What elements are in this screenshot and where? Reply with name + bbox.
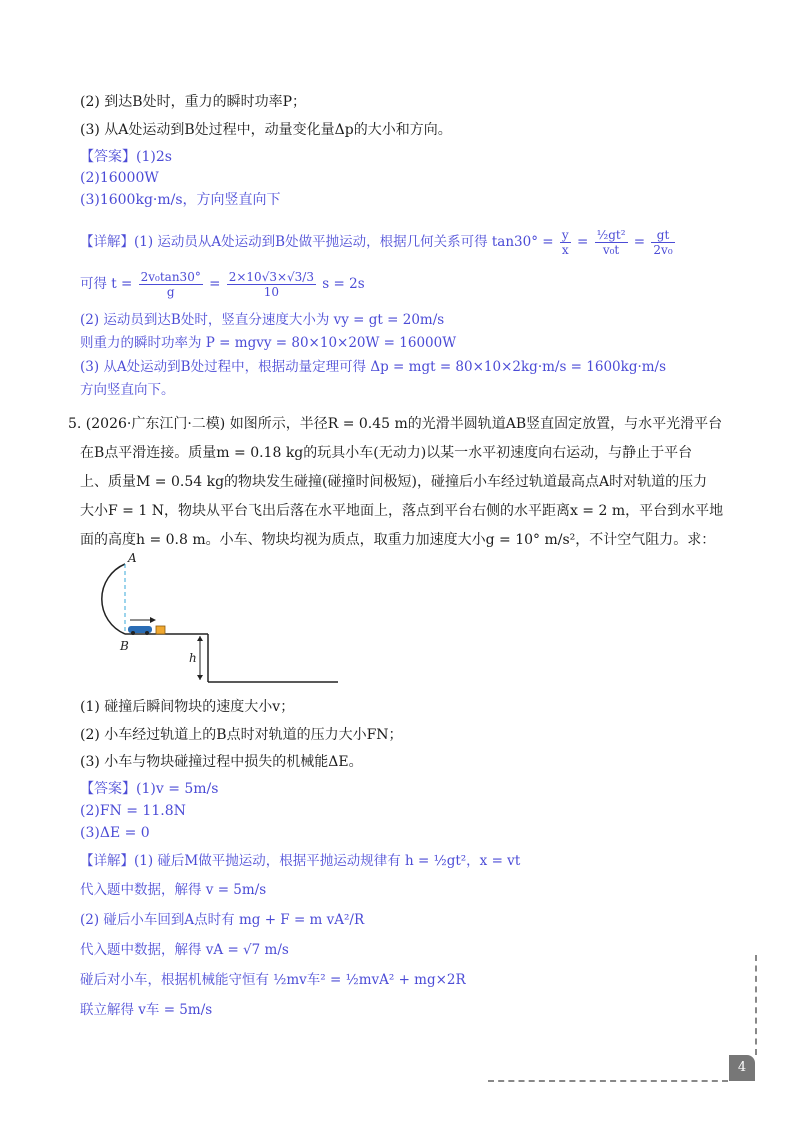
problem5-line-4: 大小F = 1 N，物块从平台飞出后落在水平地面上，落点到平台右侧的水平距离x = 2 m，平台到水平地 [80, 503, 724, 519]
prev-detail-5: (3) 从A处运动到B处过程中，根据动量定理可得 Δp = mgt = 80×10×2kg·m/s = 1600kg·m/s [80, 359, 667, 375]
fraction: $\frac{\text{2v₀tan30°}}{g}$ [140, 270, 201, 299]
height-arrow-up-icon [197, 636, 203, 641]
prev-answer-2: (2)16000W [80, 170, 159, 186]
fraction: $\frac{\text{½gt²}}{\text{v₀t}}$ [596, 228, 626, 257]
prev-detail-4: 则重力的瞬时功率为 P = mgvy = 80×10×20W = 16000W [80, 335, 457, 351]
problem5-detail-1: 【详解】(1) 碰后M做平抛运动，根据平抛运动规律有 h = ½gt²，x = vt [80, 853, 521, 869]
prev-question-2: (2) 到达B处时，重力的瞬时功率P； [80, 94, 306, 110]
problem5-detail-3: (2) 碰后小车回到A点时有 mg + F = m vA²/R [80, 912, 365, 928]
prev-answer-3: (3)1600kg·m/s，方向竖直向下 [80, 192, 281, 208]
problem5-answer-1: 【答案】(1)v = 5m/s [80, 781, 219, 797]
page-corner-dashed-horizontal [488, 1080, 728, 1082]
semicircle-track [102, 564, 125, 634]
prev-detail-6: 方向竖直向下。 [80, 382, 175, 398]
track-diagram-svg [80, 552, 350, 692]
problem5-detail-5: 碰后对小车，根据机械能守恒有 ½mv车² = ½mvA² + mg×2R [80, 972, 466, 988]
prev-detail-3: (2) 运动员到达B处时，竖直分速度大小为 vy = gt = 20m/s [80, 312, 445, 328]
problem5-line-5: 面的高度h = 0.8 m。小车、物块均视为质点，取重力加速度大小g = 10° m/s²，不计空气阻力。求： [80, 532, 716, 548]
problem5-question-2: (2) 小车经过轨道上的B点时对轨道的压力大小FN； [80, 727, 403, 743]
problem5-answer-3: (3)ΔE = 0 [80, 825, 150, 841]
block [156, 626, 165, 634]
label-b: B [120, 639, 129, 653]
page-number: 4 [729, 1055, 755, 1081]
prev-detail-2: 可得 t = $\frac{\text{2v₀tan30°}}{g}$ = $\frac{2\times 10√3\times√3/3}{10}$ s = 2s [80, 270, 365, 299]
problem5-answer-2: (2)FN = 11.8N [80, 803, 186, 819]
label-a: A [128, 552, 137, 565]
track-diagram [80, 552, 350, 696]
problem5-line-1: 5. (2026·广东江门·二模) 如图所示，半径R = 0.45 m的光滑半圆轨道AB竖直固定放置，与水平光滑平台 [68, 416, 723, 432]
problem5-question-3: (3) 小车与物块碰撞过程中损失的机械能ΔE。 [80, 754, 363, 770]
problem5-detail-2: 代入题中数据，解得 v = 5m/s [80, 882, 267, 898]
label-h: h [189, 651, 197, 665]
prev-question-3: (3) 从A处运动到B处过程中，动量变化量Δp的大小和方向。 [80, 122, 452, 138]
prev-detail-2-text: 可得 t = [80, 276, 133, 292]
problem5-question-1: (1) 碰撞后瞬间物块的速度大小v； [80, 699, 295, 715]
problem5-line-2: 在B点平滑连接。质量m = 0.18 kg的玩具小车(无动力)以某一水平初速度向右运动，与静止于平台 [80, 445, 693, 461]
fraction: $\frac{gt}{\text{2v₀}}$ [653, 228, 673, 257]
problem5-line-3: 上、质量M = 0.54 kg的物块发生碰撞(碰撞时间极短)，碰撞后小车经过轨道最高点A时对轨道的压力 [80, 474, 708, 490]
page-corner-dashed-vertical [755, 955, 757, 1055]
problem5-detail-6: 联立解得 v车 = 5m/s [80, 1002, 213, 1018]
problem5-detail-4: 代入题中数据，解得 vA = √7 m/s [80, 942, 289, 958]
fraction: $\frac{y}{x}$ [561, 228, 569, 257]
prev-detail-1: 【详解】(1) 运动员从A处运动到B处做平抛运动，根据几何关系可得 tan30° = $\frac{y}{x}$ = $\frac{\text{½gt²}}{\text{v₀t}}$ = $\frac{gt}{\text{2v₀}}$ [80, 228, 673, 257]
height-arrow-down-icon [197, 675, 203, 680]
fraction: $\frac{2\times 10√3\times√3/3}{10}$ [228, 270, 314, 299]
arrow-head-icon [150, 617, 156, 623]
prev-answer-1: 【答案】(1)2s [80, 149, 172, 165]
prev-detail-2-suffix: s = 2s [322, 276, 365, 292]
prev-detail-1-text: 【详解】(1) 运动员从A处运动到B处做平抛运动，根据几何关系可得 tan30° = [80, 234, 554, 250]
